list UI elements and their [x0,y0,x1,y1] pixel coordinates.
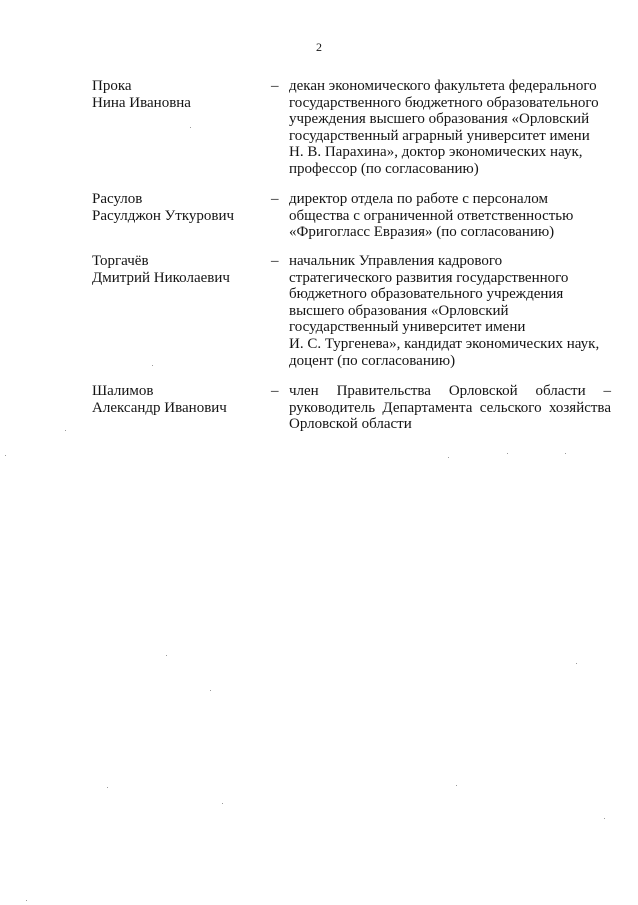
scan-speck [152,365,153,366]
scan-speck [576,663,577,664]
member-surname: Прока [92,78,132,94]
position-word: – [603,383,611,399]
position-line: высшего образования «Орловский [289,302,509,319]
dash-separator: – [271,253,279,269]
position-line: государственный университет имени [289,319,526,336]
scan-speck [5,455,6,456]
scan-speck [107,787,108,788]
position-line: Орловской области [289,416,412,433]
position-line: государственного бюджетного образовательного [289,94,599,111]
member-position [289,191,611,241]
member-position [289,383,611,433]
position-word: хозяйства [548,399,611,416]
member-surname: Торгачёв [92,253,149,269]
position-word: член [289,383,319,399]
dash-separator: – [271,383,279,399]
dash-separator: – [271,191,279,207]
member-name [92,78,272,111]
position-line [289,400,611,417]
member-name [92,383,272,416]
position-word: сельского [479,399,542,416]
scan-speck [222,803,223,804]
position-word: Правительства [336,383,431,399]
position-line: бюджетного образовательного учреждения [289,286,564,303]
member-surname: Расулов [92,191,143,207]
scan-speck [604,818,605,819]
position-line: декан экономического факультета федерального [289,78,597,94]
member-position [289,78,611,178]
position-word: Департамента [382,399,473,416]
member-surname: Шалимов [92,383,154,399]
page-number: 2 [316,40,322,54]
position-line: Н. В. Парахина», доктор экономических наук, [289,144,583,161]
position-line: «Фригогласс Евразия» (по согласованию) [289,224,555,241]
scan-speck [190,127,191,128]
position-word: руководитель [289,399,376,416]
position-line: директор отдела по работе с персоналом [289,191,548,207]
position-line: И. С. Тургенева», кандидат экономических наук, [289,335,600,352]
member-name [92,253,272,286]
member-position [289,253,611,369]
member-given-names: Нина Ивановна [92,94,191,111]
scan-speck [65,430,66,431]
member-given-names: Расулджон Уткурович [92,207,235,224]
position-line: государственный аграрный университет имени [289,127,590,144]
position-line: начальник Управления кадрового [289,253,503,269]
member-name [92,191,272,224]
member-given-names: Александр Иванович [92,399,227,416]
dash-separator: – [271,78,279,94]
position-line: учреждения высшего образования «Орловский [289,111,590,128]
scan-speck [448,457,449,458]
scan-speck [565,453,566,454]
position-line: стратегического развития государственного [289,269,569,286]
position-line: доцент (по согласованию) [289,352,456,369]
position-word: области [535,383,586,399]
scan-speck [26,900,27,901]
scan-speck [456,785,457,786]
position-line: общества с ограниченной ответственностью [289,207,574,224]
position-line [289,383,611,400]
scan-speck [507,453,508,454]
position-line: профессор (по согласованию) [289,160,479,177]
member-given-names: Дмитрий Николаевич [92,269,230,286]
position-word: Орловской [448,383,518,399]
scan-speck [210,690,211,691]
scan-speck [166,655,167,656]
